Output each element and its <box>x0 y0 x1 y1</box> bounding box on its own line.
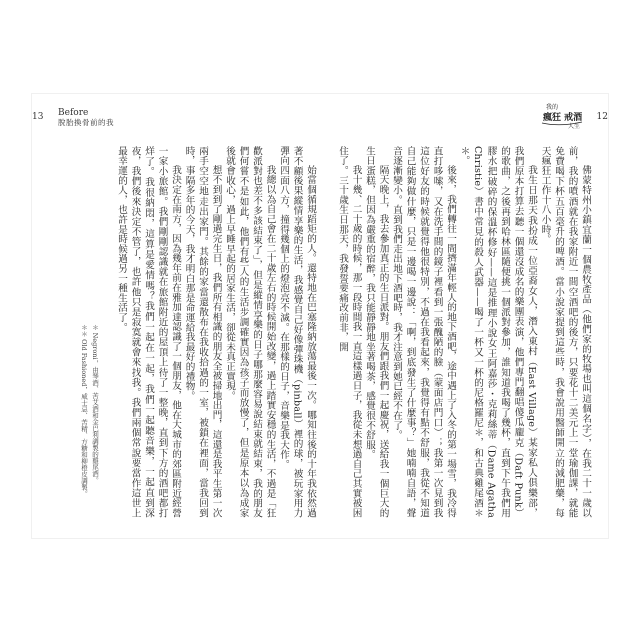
footnote: ＊ Negroni，由琴酒、苦艾酒和金巴利調製的雞尾酒。 <box>91 324 99 484</box>
page-number: 13 <box>32 112 44 122</box>
paragraph: 佛蒙特州小鎮宜蘭一個農牧產品（他們家的牧場也叫這個名字），在我二十一歲以前，我的噴酒就在我家附近一間空酒吧的後方，只要花十二美元上一堂瑜伽課，就能免費喝下杯五百毫升的啤酒。當小說家提到這些時，我會說用醫師開立的減肥藥，每天瘋狂工作十八小時。 <box>539 146 591 518</box>
paragraph: 我總以為自己會在二十歲左右的時候開始改變，過上踏實安穩的生活，不過是「狂歡派對也差不多該結束了」，但是縱情享樂的日子哪那麼容易說結束就結束，我的朋友們何嘗不是如此，他們有些人的生活步調確實因為孩子而放慢了，但是原本以為成家後就會收心，過上早睡早起的居家生活，卻從未真正實現。 <box>224 146 276 518</box>
paragraph: 隔天晚上，我去參加真正的生日派對。朋友們跟我們一起慶祝，送給我一個巨大的生日蛋糕，但因為嚴重的宿醉，我只能靜靜地坐著喝茶，感覺很不舒服。 <box>364 146 389 518</box>
page-number: 12 <box>596 112 608 122</box>
logo-text-sub: 人生 <box>568 123 581 130</box>
right-page <box>320 94 608 538</box>
paragraph: 後來，我們轉往一間擠滿年輕人的地下酒吧，途中遇上了入冬的第一場雪，我冷得直打哆嗦，又在洗手間的鏡子裡看到一張醜陋的臉（蒙面店門口）；我第一次見到我這位好友的時候就覺得他很特別，不過在我看起來，我覺得有點不舒服，我從不知道自己能夠做什麼，只是一邊喝一邊說：「啊，到底發生了什麼事？」她喃喃自語，聲音逐漸變小。直到我們走出地下酒吧時，我才注意到她已經不在了。 <box>391 146 456 518</box>
logo-text-main: 瘋狂 戒酒 <box>543 113 583 123</box>
running-head <box>58 108 114 128</box>
running-head-title: Before <box>58 108 89 118</box>
book-logo-icon <box>540 100 586 130</box>
paragraph: 我十幾、二十歲的時候，那一段時間我一直這樣過日子，我從未想過自己其實被困住了。三十歲生日那天，我發誓要痛改前非，開 <box>337 146 362 518</box>
logo-text-top: 我的 <box>546 104 559 111</box>
paragraph: 我決定在南方，因為幾年前在雅加達認識了一個朋友，他在大城市的郊區附近經營一家小旅館。我們剛剛認識就在旅館附近的屋頂上待了一整晚，直到下方的酒吧都打烊了。我很納悶，這算是愛情嗎？我們一起在一起，我們一起聽音樂，一起直到深夜，我們後來決定不管了，也許他只是寂寞就會來找我。我們兩個常說要當作這世上最幸運的人，也許是時候過另一種生活了。 <box>116 146 181 518</box>
paragraph: 始當個循規蹈矩的人。還特地在巴塞隆納放蕩最後一次。哪知往後的十年我依然過著不顧後果縱情享樂的生活，我感覺自己好像彈珠機（pinball）裡的球，被玩家用力彈向四面八方，撞得幾個上的燈泡亮不滅。在那樣的日子，音樂是我大作。 <box>278 146 316 518</box>
book-spread <box>32 94 608 538</box>
running-head-subtitle: 脫胎換骨前的我 <box>58 118 114 127</box>
footnotes <box>50 324 100 524</box>
footnote: ＊＊ Old Fashioned，威士忌、苦精、方糖和柳橙皮調製。 <box>80 324 88 497</box>
left-page <box>32 94 320 538</box>
paragraph: 想不到到了剛過完生日，我們所有相識的朋友全被掃地出門，這還是我平生第一次兩手空空地走出家門。其餘的家當還散布在我收拾過的一室，被鎖在裡面，當我回到時，事隔多年的今天，我才明白那是命運給我最好的禮物。 <box>183 146 222 518</box>
body-text <box>112 146 317 518</box>
paragraph: 我生日那天我扮成一位亞裔女人，潛入東村（East Village）某家私人俱樂部，我們原本打算去聽一個還沒成名的樂團表演，他們專門翻唱傻瓜龐克（Daft Punk）的歌曲，之後再到哈林區隨便挑一個派對參加，誰知道我喝了幾杯，直到下午我們用膠水把破碎的保溫杯修好——這是推理小說女王阿嘉莎・克莉絲蒂（Dame Agatha Christie）書中常見的殺人武器——喝了一杯又一杯的尼格羅尼＊，和古典雞尾酒＊＊。 <box>458 146 537 518</box>
body-text <box>326 146 592 518</box>
